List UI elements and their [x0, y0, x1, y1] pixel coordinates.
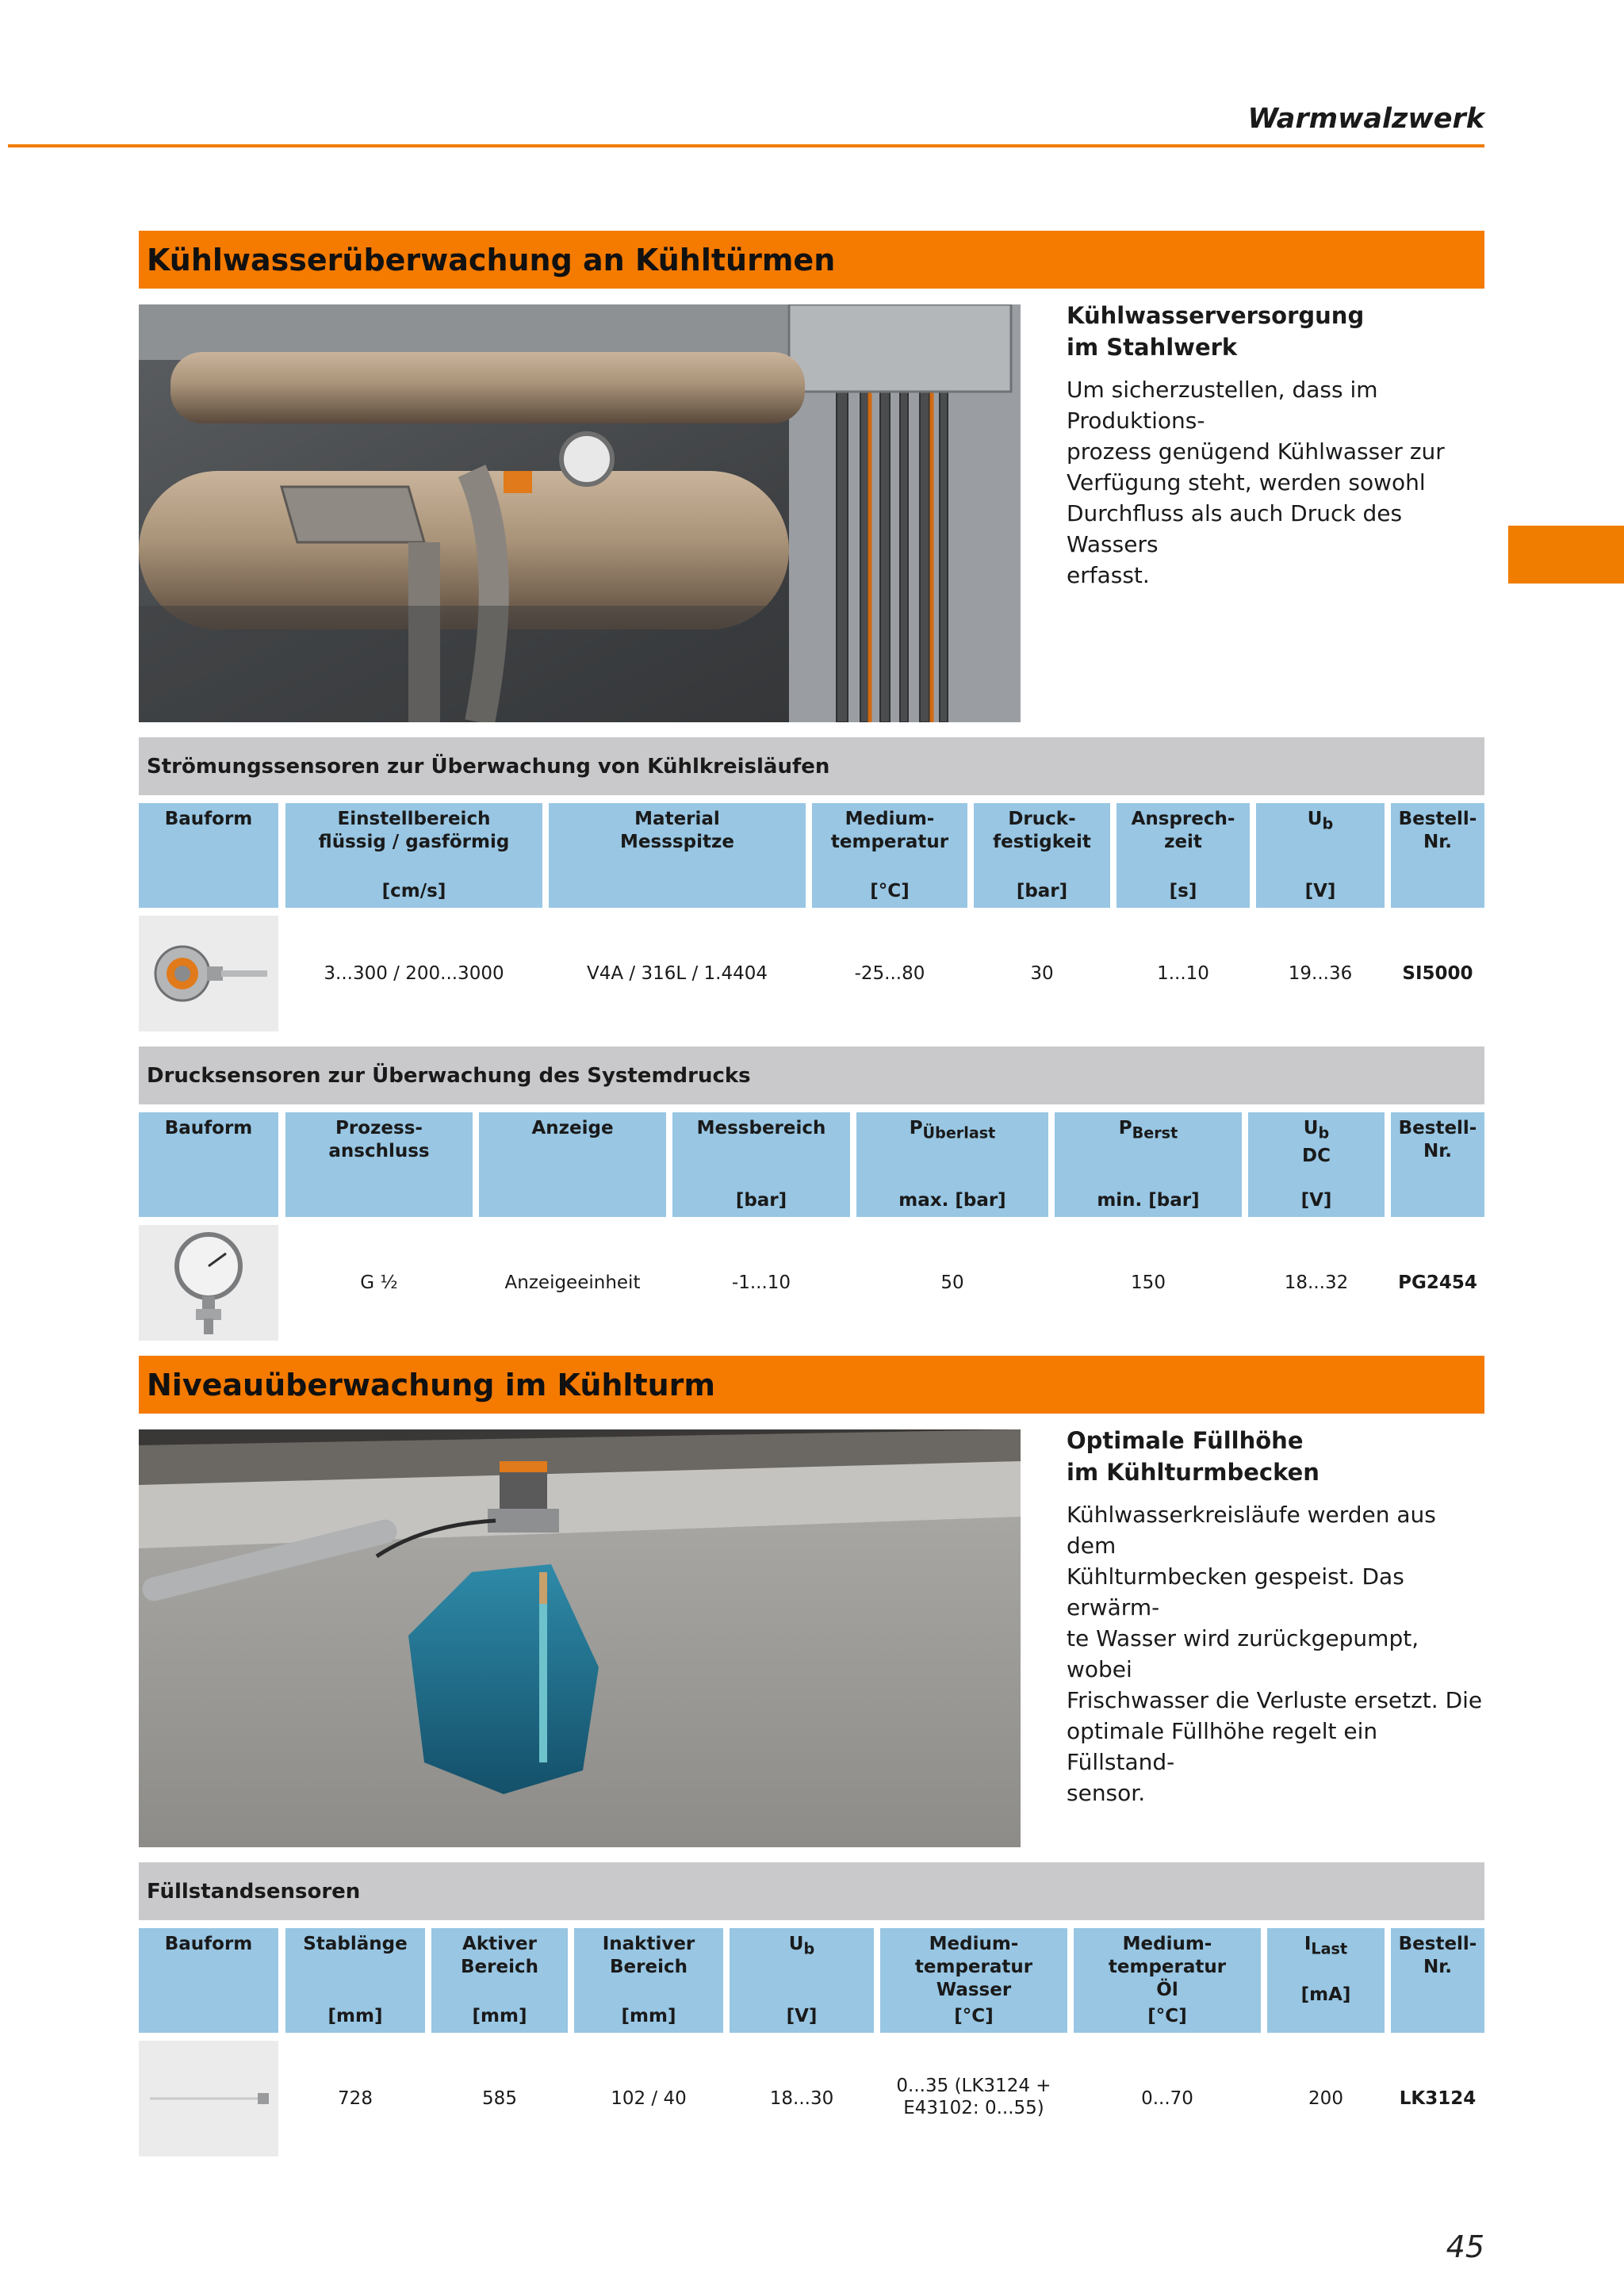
- th-sub: b: [1318, 1123, 1330, 1142]
- th-bauform: [139, 1112, 278, 1217]
- page-number: 45: [1446, 2229, 1484, 2264]
- cell-anzeige: Anzeigeeinheit: [504, 1272, 641, 1293]
- cell-p-berst: 150: [1131, 1272, 1166, 1293]
- th-text: I: [1304, 1934, 1312, 1954]
- th-unit: [°C]: [954, 2006, 994, 2026]
- flow-sensor-icon: [139, 916, 278, 1031]
- th-text: temperatur: [830, 832, 949, 852]
- th-text: festigkeit: [993, 832, 1091, 852]
- th-text: Bereich: [461, 1957, 538, 1977]
- th-mediumtemperatur: [812, 803, 967, 908]
- cooling-basin-photo: [139, 1429, 1021, 1847]
- intro-heading-line-1: Optimale Füllhöhe: [1067, 1427, 1304, 1454]
- cell-ub-dc: 18...32: [1284, 1272, 1349, 1293]
- th-sub: Berst: [1132, 1123, 1178, 1142]
- running-head: Warmwalzwerk: [1247, 103, 1484, 135]
- th-text: temperatur: [914, 1957, 1033, 1977]
- th-druckfestigkeit: [974, 803, 1110, 908]
- intro-heading-line-2: im Kühlturmbecken: [1067, 1459, 1320, 1486]
- th-text: Medium-: [929, 1934, 1019, 1954]
- th-text: Bauform: [164, 809, 253, 829]
- intro-optimal-fill-level: [1067, 1425, 1487, 1808]
- th-text: U: [1303, 1118, 1319, 1138]
- th-unit: [bar]: [1016, 881, 1068, 901]
- intro-cooling-water-supply: [1067, 300, 1487, 591]
- th-text: Nr.: [1423, 1957, 1453, 1977]
- section-title-level-monitoring: [139, 1356, 1484, 1414]
- th-text: Messbereich: [696, 1118, 826, 1138]
- cell-line: E43102: 0...55): [903, 2098, 1044, 2118]
- th-bestellnr: [1391, 1112, 1484, 1217]
- th-text: Bestell-: [1398, 1934, 1477, 1954]
- th-unit: [V]: [786, 2006, 818, 2026]
- th-ansprechzeit: [1116, 803, 1250, 908]
- intro-heading: [1067, 1425, 1487, 1488]
- th-text: Bauform: [164, 1118, 253, 1138]
- cell-druckfestigkeit: 30: [1030, 963, 1054, 984]
- th-bestellnr: [1391, 1928, 1484, 2033]
- th-mediumtemperatur-wasser: [880, 1928, 1067, 2033]
- intro-line: Verfügung steht, werden sowohl: [1067, 469, 1426, 496]
- th-unit: [V]: [1300, 1190, 1332, 1211]
- cell-ub: 19...36: [1288, 963, 1353, 984]
- intro-line: te Wasser wird zurückgepumpt, wobei: [1067, 1625, 1419, 1682]
- th-text: Bereich: [610, 1957, 688, 1977]
- th-text: Medium-: [845, 809, 935, 829]
- intro-heading-line-1: Kühlwasserversorgung: [1067, 302, 1365, 329]
- th-unit: [s]: [1169, 881, 1197, 901]
- th-inaktiver-bereich: [574, 1928, 723, 2033]
- intro-line: sensor.: [1067, 1780, 1146, 1806]
- th-text: Inaktiver: [602, 1934, 695, 1954]
- th-text: U: [788, 1934, 804, 1954]
- cell-bestellnr: LK3124: [1399, 2088, 1477, 2109]
- intro-line: prozess genügend Kühlwasser zur: [1067, 438, 1445, 465]
- cell-inaktiver-bereich: 102 / 40: [611, 2088, 687, 2109]
- th-unit: [mA]: [1300, 1984, 1351, 2005]
- intro-line: Frischwasser die Verluste ersetzt. Die: [1067, 1687, 1483, 1713]
- th-p-berst: [1055, 1112, 1242, 1217]
- th-bestellnr: [1391, 803, 1484, 908]
- cell-stablaenge: 728: [338, 2088, 373, 2109]
- cell-ub: 18...30: [769, 2088, 834, 2109]
- th-aktiver-bereich: [431, 1928, 568, 2033]
- intro-heading-line-2: im Stahlwerk: [1067, 334, 1238, 361]
- th-text: Messspitze: [620, 832, 734, 852]
- th-text: DC: [1302, 1145, 1331, 1166]
- level-probe-icon: [139, 2041, 278, 2156]
- th-text: Prozess-: [335, 1118, 423, 1138]
- th-text: U: [1307, 809, 1323, 829]
- th-unit: max. [bar]: [898, 1190, 1006, 1211]
- th-p-ueberlast: [856, 1112, 1048, 1217]
- th-bauform: [139, 1928, 278, 2033]
- th-unit: [mm]: [472, 2006, 527, 2026]
- th-unit: [mm]: [327, 2006, 383, 2026]
- th-text: Öl: [1156, 1980, 1178, 2000]
- th-mediumtemperatur-oel: [1074, 1928, 1261, 2033]
- cell-mediumtemperatur: -25...80: [854, 963, 925, 984]
- th-prozessanschluss: [285, 1112, 473, 1217]
- th-unit: [°C]: [1147, 2006, 1187, 2026]
- cell-messbereich: -1...10: [731, 1272, 791, 1293]
- level-sensor-thumbnail: [139, 2041, 278, 2156]
- th-messbereich: [672, 1112, 850, 1217]
- intro-line: erfasst.: [1067, 562, 1150, 588]
- th-text: Material: [634, 809, 720, 829]
- intro-line: optimale Füllhöhe regelt ein Füllstand-: [1067, 1718, 1378, 1775]
- cell-prozessanschluss: G ½: [360, 1272, 398, 1293]
- th-einstellbereich: [285, 803, 542, 908]
- th-text: Stablänge: [303, 1934, 408, 1954]
- th-stablaenge: [285, 1928, 425, 2033]
- cell-p-ueberlast: 50: [940, 1272, 964, 1293]
- cell-aktiver-bereich: 585: [482, 2088, 517, 2109]
- level-table-caption: [139, 1862, 1484, 1920]
- pressure-table-caption: [139, 1047, 1484, 1104]
- cell-material: V4A / 316L / 1.4404: [586, 963, 768, 984]
- th-unit: [cm/s]: [381, 881, 446, 901]
- header-rule: [8, 144, 1484, 147]
- th-text: Nr.: [1423, 1141, 1453, 1161]
- th-unit: [V]: [1304, 881, 1336, 901]
- th-material: [549, 803, 806, 908]
- intro-line: Kühlturmbecken gespeist. Das erwärm-: [1067, 1563, 1404, 1621]
- th-text: flüssig / gasförmig: [318, 832, 510, 852]
- th-text: Einstellbereich: [337, 809, 491, 829]
- cell-line: 0...35 (LK3124 +: [896, 2076, 1051, 2096]
- cell-ansprechzeit: 1...10: [1157, 963, 1209, 984]
- th-text: Bestell-: [1398, 1118, 1477, 1138]
- th-text: anschluss: [328, 1141, 430, 1161]
- th-text: P: [1118, 1118, 1132, 1138]
- th-text: Druck-: [1008, 809, 1076, 829]
- cell-mediumtemperatur-oel: 0...70: [1141, 2088, 1193, 2109]
- caption-text: Füllstandsensoren: [147, 1879, 361, 1904]
- th-sub: Überlast: [922, 1123, 996, 1142]
- th-text: P: [909, 1118, 923, 1138]
- cooling-pipe-photo: [139, 304, 1021, 722]
- pressure-sensor-thumbnail: [139, 1225, 278, 1341]
- section-title-cooling-towers: [139, 231, 1484, 289]
- th-ilast: [1267, 1928, 1385, 2033]
- cell-bestellnr: SI5000: [1402, 963, 1473, 984]
- th-sub: b: [803, 1939, 815, 1958]
- th-ub: [1256, 803, 1385, 908]
- flow-sensor-thumbnail: [139, 916, 278, 1031]
- th-unit: [bar]: [735, 1190, 787, 1211]
- intro-line: Kühlwasserkreisläufe werden aus dem: [1067, 1502, 1436, 1559]
- intro-heading: [1067, 300, 1487, 363]
- th-unit: [°C]: [870, 881, 910, 901]
- pressure-gauge-icon: [139, 1225, 278, 1341]
- th-text: zeit: [1164, 832, 1202, 852]
- th-text: Wasser: [936, 1980, 1012, 2000]
- th-text: Bauform: [164, 1934, 253, 1954]
- side-tab-marker: [1508, 526, 1624, 584]
- cell-mediumtemperatur-wasser: [880, 2075, 1067, 2119]
- intro-line: Um sicherzustellen, dass im Produktions-: [1067, 377, 1378, 434]
- th-unit: min. [bar]: [1097, 1190, 1200, 1211]
- th-unit: [mm]: [621, 2006, 676, 2026]
- intro-line: Durchfluss als auch Druck des Wassers: [1067, 500, 1403, 557]
- cell-einstellbereich: 3...300 / 200...3000: [324, 963, 504, 984]
- th-text: Nr.: [1423, 832, 1453, 852]
- section-title-text: Niveauüberwachung im Kühlturm: [147, 1367, 716, 1402]
- th-ub: [730, 1928, 874, 2033]
- caption-text: Drucksensoren zur Überwachung des Systemdrucks: [147, 1063, 751, 1088]
- intro-body: [1067, 374, 1487, 591]
- th-text: temperatur: [1108, 1957, 1227, 1977]
- th-anzeige: [479, 1112, 666, 1217]
- caption-text: Strömungssensoren zur Überwachung von Kühlkreisläufen: [147, 754, 830, 779]
- th-text: Medium-: [1122, 1934, 1212, 1954]
- section-title-text: Kühlwasserüberwachung an Kühltürmen: [147, 242, 836, 277]
- cell-ilast: 200: [1308, 2088, 1343, 2109]
- th-text: Ansprech-: [1131, 809, 1235, 829]
- flow-table-caption: [139, 737, 1484, 795]
- th-text: Anzeige: [531, 1118, 614, 1138]
- th-ub-dc: [1248, 1112, 1385, 1217]
- th-text: Bestell-: [1398, 809, 1477, 829]
- cell-bestellnr: PG2454: [1398, 1272, 1477, 1293]
- th-sub: b: [1322, 814, 1334, 833]
- th-text: Aktiver: [462, 1934, 537, 1954]
- th-bauform: [139, 803, 278, 908]
- th-sub: Last: [1311, 1939, 1348, 1958]
- intro-body: [1067, 1499, 1487, 1808]
